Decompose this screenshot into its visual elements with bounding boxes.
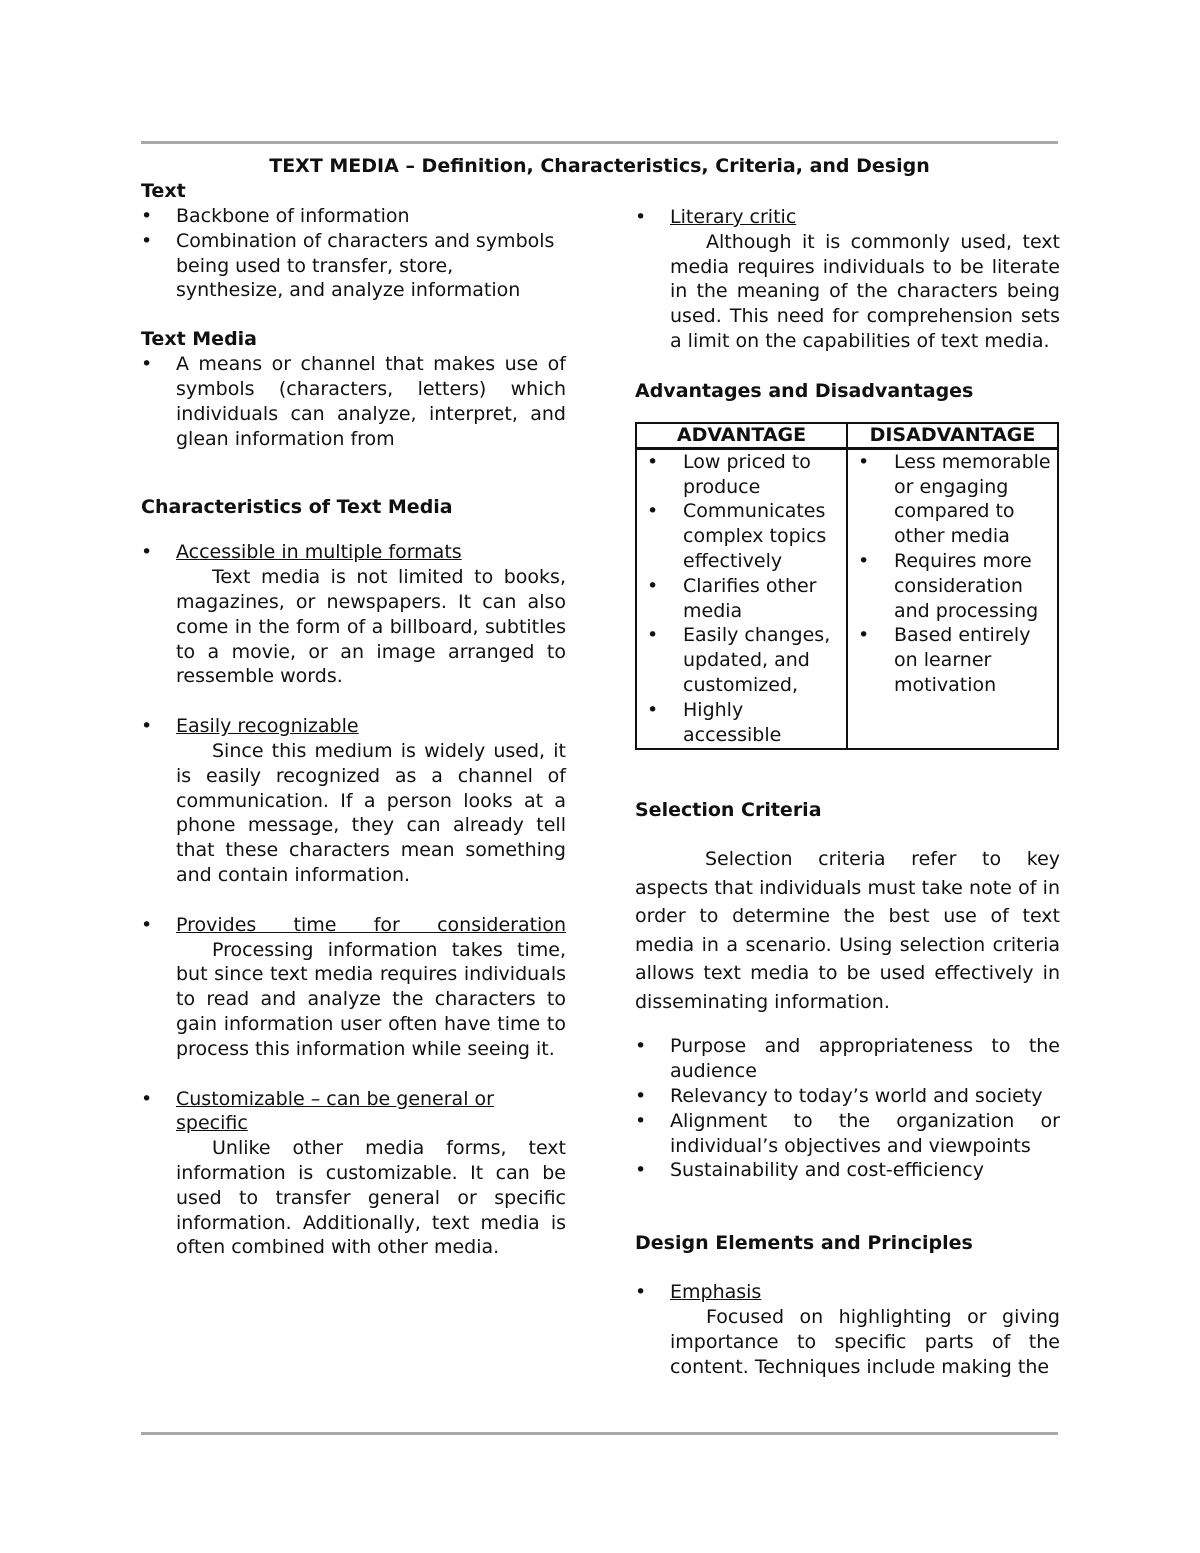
list-item: • Relevancy to today’s world and society bbox=[635, 1084, 1060, 1109]
text-media-heading: Text Media bbox=[141, 328, 258, 351]
left-column bbox=[141, 179, 566, 1260]
characteristic-item bbox=[141, 913, 566, 1087]
advantage-cell bbox=[636, 448, 847, 749]
characteristic-label: • Customizable – can be general or specific bbox=[176, 1087, 494, 1135]
characteristic-body: Since this medium is widely used, it is easily recognized as a channel of communication. If a person looks at a phone message, they can already tell that these characters mean something and contain information. bbox=[176, 739, 566, 886]
list-item: • Backbone of information bbox=[141, 204, 566, 229]
list-item: • Clarifies other media bbox=[647, 574, 844, 624]
selection-body: Selection criteria refer to key aspects that individuals must take note of in order to determine the best use of text media in a scenario. Using selection criteria allows text media to be used effectively in disseminating information. bbox=[635, 848, 1060, 1013]
text-media-list bbox=[141, 352, 566, 451]
advantage-header: ADVANTAGE bbox=[636, 423, 847, 449]
advantages-heading: Advantages and Disadvantages bbox=[635, 379, 974, 402]
list-item: • Alignment to the organization or individual’s objectives and viewpoints bbox=[635, 1109, 1060, 1159]
disadvantage-header: DISADVANTAGE bbox=[847, 423, 1058, 449]
list-item: • Combination of characters and symbols being used to transfer, store, synthesize, and analyze information bbox=[141, 229, 566, 303]
literary-list bbox=[635, 205, 1060, 354]
top-rule bbox=[141, 141, 1058, 144]
selection-list bbox=[635, 1034, 1060, 1183]
design-item bbox=[635, 1280, 1060, 1379]
advantages-table bbox=[635, 422, 1059, 751]
characteristic-label: • Easily recognizable bbox=[176, 715, 359, 738]
design-list bbox=[635, 1280, 1060, 1379]
selection-heading: Selection Criteria bbox=[635, 799, 822, 822]
characteristic-body: Processing information takes time, but since text media requires individuals to read and analyze the characters to gain information user often have time to process this information while seeing it. bbox=[176, 938, 566, 1060]
characteristic-body: Text media is not limited to books, magazines, or newspapers. It can also come in the form of a billboard, subtitles to a movie, or an image arranged to ressemble words. bbox=[176, 566, 566, 688]
bottom-rule bbox=[141, 1432, 1058, 1435]
list-item: • Based entirely on learner motivation bbox=[858, 623, 1055, 697]
text-heading: Text bbox=[141, 180, 186, 202]
list-item: • A means or channel that makes use of symbols (characters, letters) which individuals can analyze, interpret, and glean information from bbox=[141, 352, 566, 451]
list-item: • Easily changes, updated, and customized, bbox=[647, 623, 844, 697]
disadvantage-cell bbox=[847, 448, 1058, 749]
literary-item bbox=[635, 205, 1060, 354]
design-heading: Design Elements and Principles bbox=[635, 1232, 973, 1255]
list-item: • Sustainability and cost-efficiency bbox=[635, 1158, 1060, 1183]
list-item: • Highly accessible bbox=[647, 698, 844, 748]
design-body: Focused on highlighting or giving importance to specific parts of the content. Techniques include making the bbox=[670, 1305, 1060, 1378]
characteristic-label: • Accessible in multiple formats bbox=[176, 541, 462, 564]
literary-body: Although it is commonly used, text media requires individuals to be literate in the meaning of the characters being used. This need for comprehension sets a limit on the capabilities of text media. bbox=[670, 230, 1060, 352]
characteristics-list bbox=[141, 540, 566, 1260]
list-item: • Low priced to produce bbox=[647, 450, 844, 500]
list-item: • Purpose and appropriateness to the audience bbox=[635, 1034, 1060, 1084]
characteristic-item bbox=[141, 1087, 566, 1261]
characteristic-label: • Provides time for consideration bbox=[176, 913, 566, 936]
document-title: TEXT MEDIA – Definition, Characteristics, Criteria, and Design bbox=[269, 155, 930, 177]
characteristic-item bbox=[141, 540, 566, 714]
characteristic-item bbox=[141, 714, 566, 913]
design-label: • Emphasis bbox=[670, 1281, 762, 1304]
characteristics-heading: Characteristics of Text Media bbox=[141, 496, 453, 519]
list-item: • Requires more consideration and processing bbox=[858, 549, 1055, 623]
list-item: • Communicates complex topics effectively bbox=[647, 499, 844, 573]
literary-label: • Literary critic bbox=[670, 206, 797, 228]
right-column bbox=[635, 205, 1060, 1379]
list-item: • Less memorable or engaging compared to other media bbox=[858, 450, 1055, 549]
characteristic-body: Unlike other media forms, text information is customizable. It can be used to transfer general or specific information. Additionally, text media is often combined with other media. bbox=[176, 1137, 566, 1259]
text-list bbox=[141, 204, 566, 303]
